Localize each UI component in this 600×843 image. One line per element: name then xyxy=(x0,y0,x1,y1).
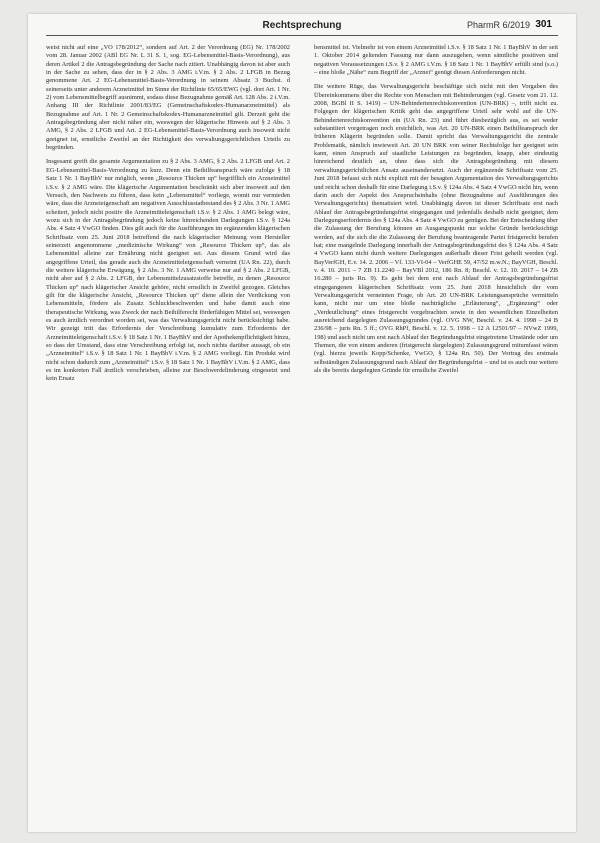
right-column xyxy=(314,44,558,824)
paragraph: Die weitere Rüge, das Verwaltungsgericht beschäftige sich nicht mit den Vorgaben des Übereinkommens über die Rechte von Menschen mit Behinderungen (vgl. Gesetz vom 21. 12. 2008, BGBl II S. 1419) – UN-Behindertenrechtskonvention (UN-BRK) –, trifft nicht zu. Folgegen der klägerischen Kritik geht das angegriffene Urteil sehr wohl auf die UN-Behindertenrechtskonvention ein (UA Rn. 23) und führt diesbezüglich aus, es sei weder substantiiert vorgetragen noch ersichtlich, was Art. 20 UN-BRK einen Beihilfeanspruch der früheren Klägerin begründen solle. Damit spricht das Verwaltungsgericht die zentrale Problematik, nämlich inwieweit Art. 20 UN BRK von seiner Rechtsfolge her geeignet sein kann, einen Anspruch auf staatliche Leistungen zu begründen, knapp, aber eindeutig hinreichend deutlich an, ohne dass sich die Antragsbegründung mit diesem verwaltungsgerichtlichen Ansatz auseinandersetzt. Auch der ergänzende Schriftsatz vom 25. Juni 2018 befasst sich nicht explizit mit der besagten Argumentation des Verwaltungsgerichts und reicht schon deshalb für eine Darlegung i.S.v. § 124a Abs. 4 Satz 4 VwGO nicht hin, wenn darin auch der Aspekt des Anspruchsinhalts (ohne Bezugnahme auf Ausführungen des Verwaltungsgerichts) thematisiert wird. Unabhängig davon ist dieser Schriftsatz erst nach Ablauf der Antragsbegründungsfrist eingegangen und jedenfalls deshalb nicht geeignet, dem Darlegungserfordernis des § 124a Abs. 4 Satz 4 VwGO zu genügen. Bei der Entscheidung über die Zulassung der Berufung können an Ausgangspunkt nur solche Gründe berücksichtigt werden, auf die sich die die Zulassung der Berufung beantragende Partei fristgerecht berufen hat; eine mangelnde Darlegung innerhalb der Antragsbegründungsfrist des § 124a Abs. 4 Satz 4 VwGO kann nicht durch weitere Darlegungen außerhalb dieser Frist geheilt werden (vgl. BayVerfGH, E.v. 14. 2. 2006 – Vf. 133-VI-04 – VerfGHE 59, 47/52 m.w.N.; BayVGH, Beschl. v. 4. 10. 2011 – 7 ZB 11.2240 – BayVBl 2012, 186 Rn. 8; Beschl. v. 12. 10. 2017 – 14 ZB 16.280 – juris Rn. 9). Es geht bei dem erst nach Ablauf der Antragsbegründungsfrist eingegangenen klägerischen Schriftsatz vom 25. Juni 2018 hinsichtlich der vom Verwaltungsgericht verneinten Frage, ob Art. 20 UN-BRK Leistungsansprüche vermitteln kann, nicht nur um eine bloße nachträgliche „Erläuterung“, „Ergänzung“ oder „Verdeutlichung“ eines fristgerecht vorgebrachten sowie in den wesentlichen Einzelheiten ausreichend dargelegten Zulassungsgrundes (vgl. OVG NW, Beschl. v. 24. 4. 1998 – 24 B 236/98 – juris Rn. 5 ff.; OVG RhPf, Beschl. v. 12. 5. 1998 – 12 A 12501/97 – NVwZ 1999, 198) und auch nicht um erst nach Ablauf der Begründungsfrist eingetretene Umstände oder um Themen, die von einem anderen (fristgerecht dargelegten) Zulassungsgrund mitumfasst wären (vgl. hierzu jeweils Kopp/Schenke, VwGO, § 124a Rn. 50). Der Vortrag des erstmals selbständigen Zulassungsgrund nach Ablauf der Begründungsfrist – und ist es auch nur weitere als die bereits dargelegten Gründe für ernstliche Zweifel xyxy=(314,83,558,375)
page-number: 301 xyxy=(535,19,552,30)
paragraph: Insgesamt greift die gesamte Argumentation zu § 2 Abs. 3 AMG, § 2 Abs. 2 LFGB und Art. 2 EG-Lebensmittel-Basis-Verordnung zu kurz. Denn ein Beihilfeanspruch wäre zufolge § 18 Satz 1 Nr. 1 BayBhV nur möglich, wenn „Resource Thicken up“ begrifflich ein Arzneimittel i.S.v. § 2 AMG wäre. Die klägerische Argumentation beschränkt sich aber insoweit auf den Versuch, den Nachweis zu führen, dass kein „Lebensmittel“ vorliege, womit nur vermieden wäre, dass die Arzneieigenschaft am negativen Ausschlusstatbestand des § 2 Abs. 3 Nr. 1 AMG scheitert, jedoch nicht positiv die Arzneimitteleigenschaft i.S.v. § 2 Abs. 1 AMG belegt wäre, wozu sich in der Antragsbegründung jedoch keine hinreichenden Darlegungen i.S.v. § 124a Abs. 4 Satz 4 VwGO finden. Dies gilt auch für die Ausführungen im ergänzenden klägerischen Schriftsatz vom 25. Juni 2018 betreffend die nach klägerischer Meinung vom Hersteller seinerzeit angenommene „medizinische Wirkung“ von „Resource Thicken up“, das als Lebensmittel alleine zur Ernährung nicht geeignet sei. Aus diesem Grund wird das angegriffene Urteil, das gerade auch die Arzneimitteleigenschaft verneint (UA Rn. 22), durch die weitere klägerische Erwägung, § 2 Abs. 3 Nr. 1 AMG verweise nur auf § 2 Abs. 2 LFGB, nicht aber auf § 2 Abs. 2 LFGB, der Lebensmittelzusatzstoffe betreffe, zu denen „Resource Thicken up“ nach klägerischer Ansicht gehöre, nicht ernstlich in Zweifel gezogen. Gleiches gilt für die klägerische Ansicht, „Resource Thicken up“ diene allein der Verdickung von Lebensmitteln, fördere als Zusatz Schluckbeschwerden und habe damit auch eine therapeutische Wirkung, was Zweck der nach Beihilferecht förderfähigen Mittel sei, weswegen es auch ärztlich verordnet worden sei, was das Verwaltungsgericht nicht berücksichtigt habe. Wir gezeigt tritt das Erfordernis der Verschreibung kumulativ zum Erfordernis der Arzneimitteleigenschaft i.S.v. § 18 Satz 1 Nr. 1 BayBhV und der Apothekenpflichtigkeit hinzu, so dass der Umstand, dass eine Verschreibung erfolgt ist, noch nichts darüber aussagt, ob ein „Arzneimittel“ i.S.v. § 18 Satz 1 Nr. 1 BayBhV i.V.m. § 2 AMG vorliegt. Ein Produkt wird nicht schon dadurch zum „Arzneimittel“ i.S.v. § 18 Satz 1 Nr. 1 BayBhV i.V.m. § 2 AMG, dass es im konkreten Fall ärztlich verschrieben, alleine zur Beschwerdelinderung eingesetzt und kein Ersatz xyxy=(46,158,290,383)
journal-reference: PharmR 6/2019 xyxy=(466,20,530,30)
header-rule xyxy=(46,35,558,36)
paragraph: bensmittel ist. Vielmehr ist von einem Arzneimittel i.S.v. § 18 Satz 1 Nr. 1 BayBhV in der seit 1. Oktober 2014 geltenden Fassung nur dann auszugehen, wenn sämtliche positiven und negativen Voraussetzungen i.S.v. § 2 AMG i.V.m. § 18 Satz 1 Nr. 1 BayBhV erfüllt sind (s.o.) – eine bloße „Nähe“ zum Begriff der „Arznei“ genügt diesen Anforderungen nicht. xyxy=(314,44,558,77)
page-header xyxy=(28,14,576,38)
document-page xyxy=(28,14,576,832)
paragraph: weist nicht auf eine „VO 178/2012“, sondern auf Art. 2 der Verordnung (EG) Nr. 178/2002 vom 28. Januar 2002 (ABl EG Nr. L 31 S. 1, sog. EG-Lebensmittel-Basis-Verordnung), aus deren Artikel 2 die Antragsbegründung der Sache nach zitiert. Unabhängig davon ist aber auch in der Sache zu sehen, dass der in § 2 Abs. 3 AMG i.V.m. § 2 Abs. 2 LFGB in Bezug genommene Art. 2 EG-Lebensmittel-Basis-Verordnung in seinem Absatz 3 Buchst. d seinerseits unter anderem Arzneimittel im Sinne der Richtlinie 65/65/EWG (vgl. dort Art. 1 Nr. 2) vom Lebensmittelbegriff ausnimmt, sodass diese Bezugnahme gemäß Art. 128 Abs. 2 i.V.m. Anhang III der Richtlinie 2001/83/EG (Gemeinschaftskodex-Humanarzneimittel) als Bezugnahme auf Art. 1 Nr. 2 Gemeinschaftskodex-Humanarzneimittel gilt. Derzeit geht die Antragsbegründung aber nicht näher ein, weswegen der klägerische Hinweis auf § 2 Abs. 3 AMG, § 2 Abs. 2 LFGB und Art. 2 EG-Lebensmittel-Basis-Verordnung auch insoweit nicht geeignet ist, ernstliche Zweifel an der Richtigkeit des verwaltungsgerichtlichen Urteils zu begründen. xyxy=(46,44,290,152)
left-column xyxy=(46,44,290,824)
section-title: Rechtsprechung xyxy=(262,20,342,31)
